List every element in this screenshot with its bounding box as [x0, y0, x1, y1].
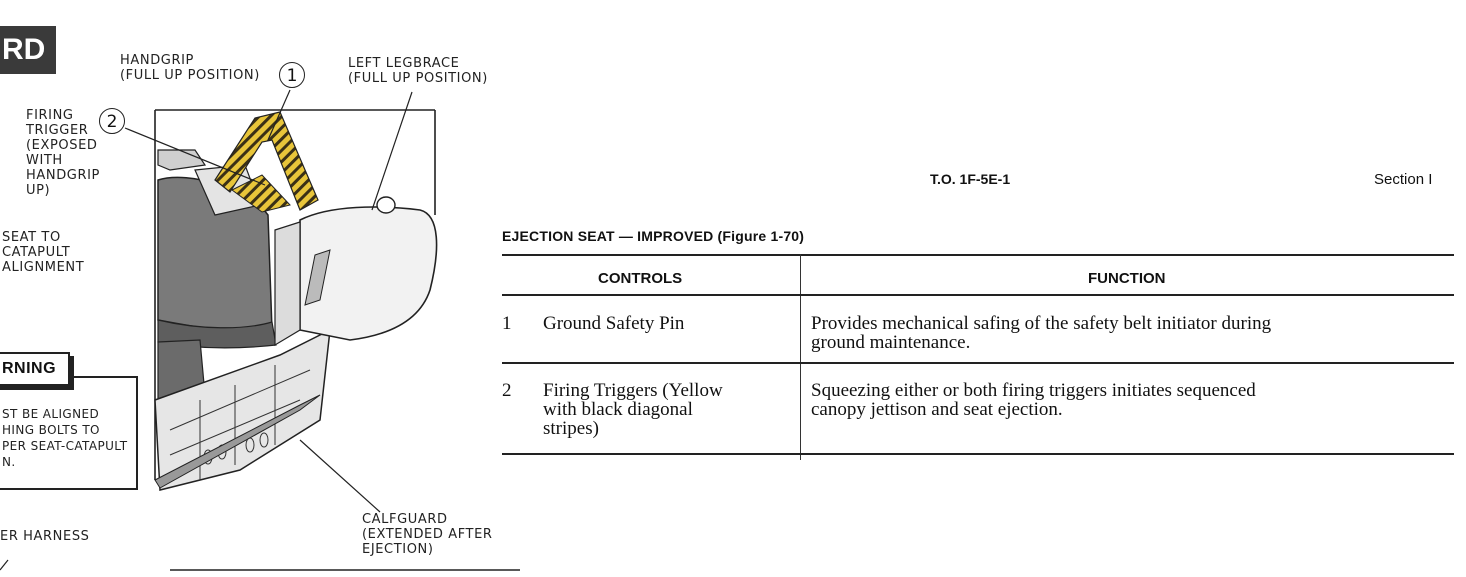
control-name: Firing Triggers (Yellow with black diagonal stripes) — [543, 380, 723, 439]
control-function: Squeezing either or both firing triggers initiates sequenced canopy jettison and seat ejection. — [811, 380, 1256, 420]
doc-number: T.O. 1F-5E-1 — [930, 171, 1011, 187]
firing-trigger-label: FIRING TRIGGER (EXPOSED WITH HANDGRIP UP) — [26, 108, 100, 198]
left-legbrace-label: LEFT LEGBRACE (FULL UP POSITION) — [348, 56, 488, 86]
row-rule — [502, 362, 1454, 364]
ejection-seat-illustration — [0, 0, 520, 577]
harness-label: ER HARNESS — [0, 529, 90, 544]
control-name: Ground Safety Pin — [543, 313, 685, 334]
callout-1: 1 — [279, 62, 305, 88]
figure-title: EJECTION SEAT — IMPROVED (Figure 1-70) — [502, 228, 805, 244]
handgrip-label: HANDGRIP (FULL UP POSITION) — [120, 53, 260, 83]
header-controls: CONTROLS — [598, 270, 683, 287]
callout-2: 2 — [99, 108, 125, 134]
calfguard-label: CALFGUARD (EXTENDED AFTER EJECTION) — [362, 512, 493, 557]
table-top-rule — [502, 254, 1454, 256]
table-bottom-rule — [502, 453, 1454, 455]
column-divider — [800, 254, 801, 460]
control-function: Provides mechanical safing of the safety belt initiator during ground maintenance. — [811, 313, 1272, 353]
warning-text: ST BE ALIGNED HING BOLTS TO PER SEAT-CATAPULT N. — [2, 407, 128, 469]
row-number: 2 — [502, 380, 512, 401]
header-function: FUNCTION — [1088, 270, 1166, 287]
row-number: 1 — [502, 313, 512, 334]
section-label: Section I — [1374, 171, 1433, 188]
warning-title: RNING — [0, 352, 70, 386]
section-tab: RD — [0, 26, 56, 74]
seat-alignment-label: SEAT TO CATAPULT ALIGNMENT — [2, 230, 85, 275]
header-rule — [502, 294, 1454, 296]
